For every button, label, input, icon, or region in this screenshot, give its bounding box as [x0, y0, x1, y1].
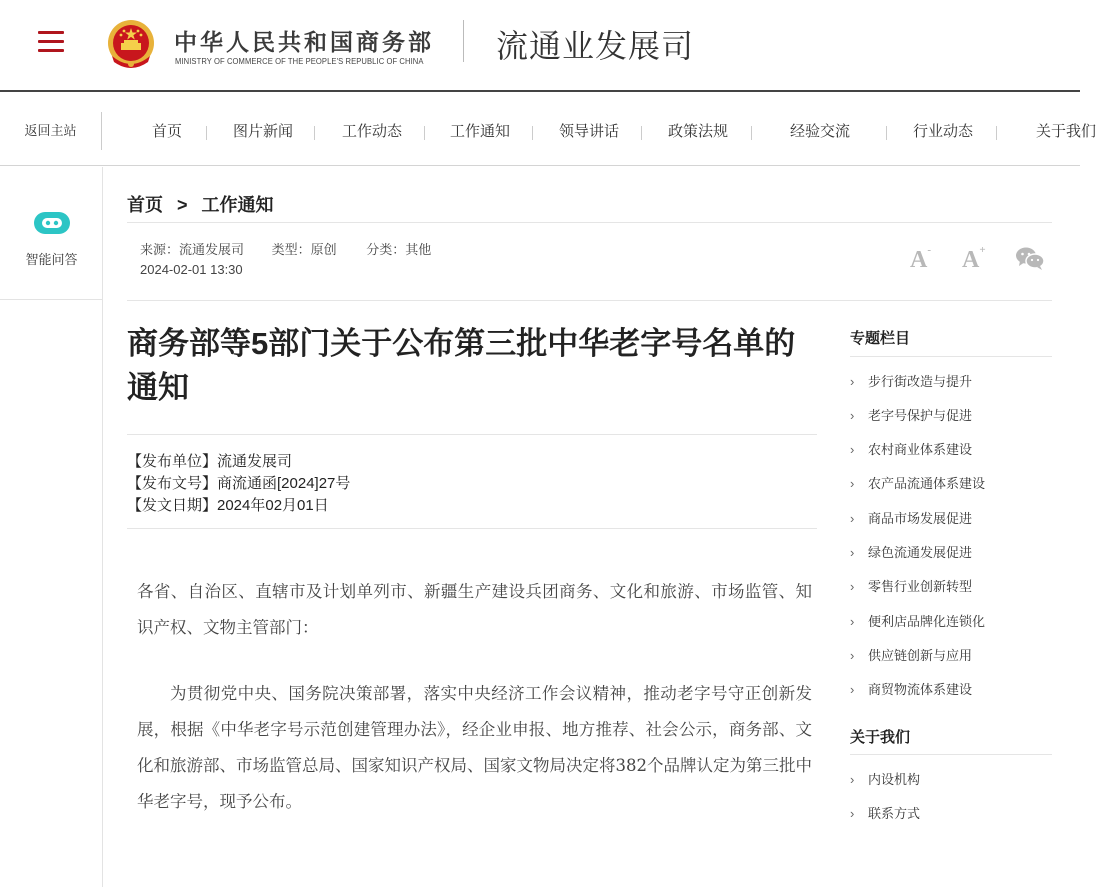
about-link[interactable]: › 联系方式 — [850, 806, 921, 821]
header-divider — [463, 20, 464, 62]
department-title[interactable]: 流通业发展司 — [496, 28, 695, 64]
topic-link[interactable]: › 绿色流通发展促进 — [850, 545, 973, 560]
article-meta — [140, 239, 431, 258]
chevron-right-icon: › — [850, 682, 855, 697]
meta-category: 分类：其他 — [366, 242, 432, 257]
main-nav — [0, 94, 1096, 166]
publish-date: 【发文日期】2024年02月01日 — [127, 497, 329, 514]
chevron-right-icon: › — [850, 772, 855, 787]
topic-link[interactable]: › 便利店品牌化连锁化 — [850, 614, 986, 629]
nav-item-work-updates[interactable]: 工作动态 — [342, 123, 403, 140]
nav-item-leader-speeches[interactable]: 领导讲话 — [559, 123, 620, 140]
nav-item-experience[interactable]: 经验交流 — [790, 123, 851, 140]
robot-chat-icon — [33, 210, 71, 236]
nav-item-about[interactable]: 关于我们 — [1036, 123, 1096, 140]
topic-link[interactable]: › 零售行业创新转型 — [850, 579, 973, 594]
breadcrumb — [127, 191, 274, 217]
meta-source: 来源：流通发展司 — [140, 242, 245, 257]
about-link[interactable]: › 内设机构 — [850, 772, 921, 787]
meta-datetime: 2024-02-01 13:30 — [140, 262, 243, 277]
divider — [127, 528, 817, 529]
divider — [850, 754, 1052, 755]
smart-qa-label: 智能问答 — [25, 252, 78, 267]
divider — [127, 300, 1052, 301]
nav-separator — [886, 126, 887, 140]
topic-link[interactable]: › 步行街改造与提升 — [850, 374, 973, 389]
divider — [127, 434, 817, 435]
nav-separator — [996, 126, 997, 140]
nav-separator — [641, 126, 642, 140]
topic-link[interactable]: › 商品市场发展促进 — [850, 511, 973, 526]
chevron-right-icon: › — [850, 511, 855, 526]
ministry-name-en: MINISTRY OF COMMERCE OF THE PEOPLE'S REPUBLIC OF CHINA — [175, 57, 424, 66]
menu-icon[interactable] — [38, 31, 64, 53]
site-header — [0, 0, 1080, 92]
article-paragraph: 各省、自治区、直辖市及计划单列市、新疆生产建设兵团商务、文化和旅游、市场监管、知识产权、文物主管部门： — [137, 582, 812, 637]
article-paragraph: 为贯彻党中央、国务院决策部署，落实中央经济工作会议精神，推动老字号守正创新发展，根据《中华老字号示范创建管理办法》，经企业申报、地方推荐、社会公示，商务部、文化和旅游部、市场监管总局、国家知识产权局、国家文物局决定将382个品牌认定为第三批中华老字号，现予公布。 — [137, 684, 812, 811]
about-heading: 关于我们 — [850, 729, 911, 746]
topic-link[interactable]: › 农村商业体系建设 — [850, 442, 973, 457]
nav-separator — [314, 126, 315, 140]
article-title: 商务部等5部门关于公布第三批中华老字号名单的通知 — [127, 326, 796, 405]
topics-heading: 专题栏目 — [850, 330, 911, 347]
nav-item-industry-news[interactable]: 行业动态 — [913, 123, 974, 140]
back-home-link[interactable]: 返回主站 — [0, 112, 102, 150]
nav-separator — [424, 126, 425, 140]
document-number: 【发布文号】商流通函[2024]27号 — [127, 475, 351, 492]
wechat-share-icon[interactable] — [1015, 246, 1045, 270]
left-sidebar — [0, 167, 103, 887]
chevron-right-icon: › — [850, 614, 855, 629]
nav-item-policies[interactable]: 政策法规 — [668, 123, 729, 140]
breadcrumb-home[interactable]: 首页 — [127, 195, 163, 215]
nav-separator — [532, 126, 533, 140]
nav-item-photo-news[interactable]: 图片新闻 — [233, 123, 294, 140]
divider — [850, 356, 1052, 357]
topic-link[interactable]: › 商贸物流体系建设 — [850, 682, 973, 697]
topic-link[interactable]: › 供应链创新与应用 — [850, 648, 973, 663]
nav-separator — [206, 126, 207, 140]
breadcrumb-separator: > — [177, 195, 188, 215]
meta-type: 类型：原创 — [271, 242, 337, 257]
nav-item-home[interactable]: 首页 — [152, 123, 183, 140]
font-increase-icon[interactable]: A+ — [962, 244, 986, 273]
chevron-right-icon: › — [850, 476, 855, 491]
topic-link[interactable]: › 农产品流通体系建设 — [850, 476, 986, 491]
chevron-right-icon: › — [850, 374, 855, 389]
nav-item-work-notices[interactable]: 工作通知 — [450, 123, 511, 140]
divider — [127, 222, 1052, 223]
nav-separator — [751, 126, 752, 140]
breadcrumb-current[interactable]: 工作通知 — [201, 195, 274, 215]
chevron-right-icon: › — [850, 442, 855, 457]
smart-qa-button[interactable] — [0, 167, 103, 300]
national-emblem-icon — [104, 18, 158, 72]
chevron-right-icon: › — [850, 408, 855, 423]
chevron-right-icon: › — [850, 648, 855, 663]
chevron-right-icon: › — [850, 579, 855, 594]
chevron-right-icon: › — [850, 545, 855, 560]
chevron-right-icon: › — [850, 806, 855, 821]
font-decrease-icon[interactable]: A- — [910, 244, 932, 273]
publish-unit: 【发布单位】流通发展司 — [127, 453, 293, 470]
ministry-name-cn: 中华人民共和国商务部 — [174, 29, 434, 55]
topic-link[interactable]: › 老字号保护与促进 — [850, 408, 973, 423]
